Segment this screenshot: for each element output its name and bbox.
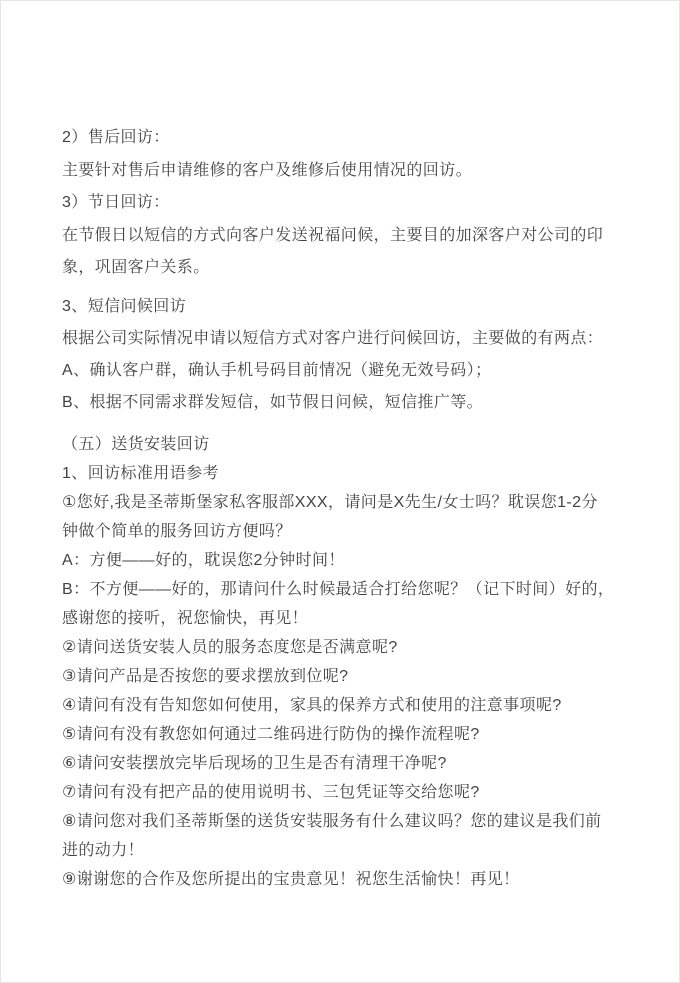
text-line: （五）送货安装回访 [62, 435, 210, 453]
text-line: ⑧请问您对我们圣蒂斯堡的送货安装服务有什么建议吗？您的建议是我们前 [62, 812, 602, 830]
section-delivery-installation-callback [62, 430, 639, 894]
section-after-sales-and-holiday-callbacks [62, 122, 639, 285]
text-line: B、根据不同需求群发短信，如节假日问候，短信推广等。 [62, 393, 484, 411]
text-line: 根据公司实际情况申请以短信方式对客户进行问候回访，主要做的有两点： [62, 329, 604, 347]
text-line: 2）售后回访： [62, 129, 170, 146]
section-sms-greeting-callback [62, 291, 639, 419]
text-line: A、确认客户群，确认手机号码目前情况（避免无效号码）； [62, 361, 492, 379]
text-line: ②请问送货安装人员的服务态度您是否满意呢? [62, 638, 398, 656]
text-line: 象，巩固客户关系。 [62, 259, 210, 276]
text-line: ⑤请问有没有教您如何通过二维码进行防伪的操作流程呢? [62, 725, 480, 743]
text-line: ④请问有没有告知您如何使用，家具的保养方式和使用的注意事项呢? [62, 696, 562, 714]
text-line: 主要针对售后申请维修的客户及维修后使用情况的回访。 [62, 161, 473, 179]
text-line: ⑥请问安装摆放完毕后现场的卫生是否有清理干净呢? [62, 754, 447, 772]
document-content [1, 1, 679, 894]
text-line: ⑦请问有没有把产品的使用说明书、三包凭证等交给您呢? [62, 783, 480, 801]
text-line: ⑨谢谢您的合作及您所提出的宝贵意见！祝您生活愉快！再见！ [62, 870, 520, 888]
text-line: 3）节日回访： [62, 194, 170, 211]
text-line: 在节假日以短信的方式向客户发送祝福问候，主要目的加深客户对公司的印 [62, 226, 604, 244]
text-line: 3、短信问候回访 [62, 297, 187, 315]
text-line: 感谢您的接听，祝您愉快，再见！ [62, 609, 309, 627]
text-line: 进的动力！ [62, 841, 145, 859]
text-line: ③请问产品是否按您的要求摆放到位呢? [62, 667, 349, 685]
text-line: 1、回访标准用语参考 [62, 464, 219, 482]
text-line: A：方便——好的，耽误您2分钟时间！ [62, 551, 345, 569]
text-line: B：不方便——好的，那请问什么时候最适合打给您呢？（记下时间）好的， [62, 580, 615, 598]
text-line: ①您好,我是圣蒂斯堡家私客服部XXX，请问是X先生/女士吗？耽误您1-2分 [62, 493, 598, 511]
text-line: 钟做个简单的服务回访方便吗？ [62, 522, 292, 540]
